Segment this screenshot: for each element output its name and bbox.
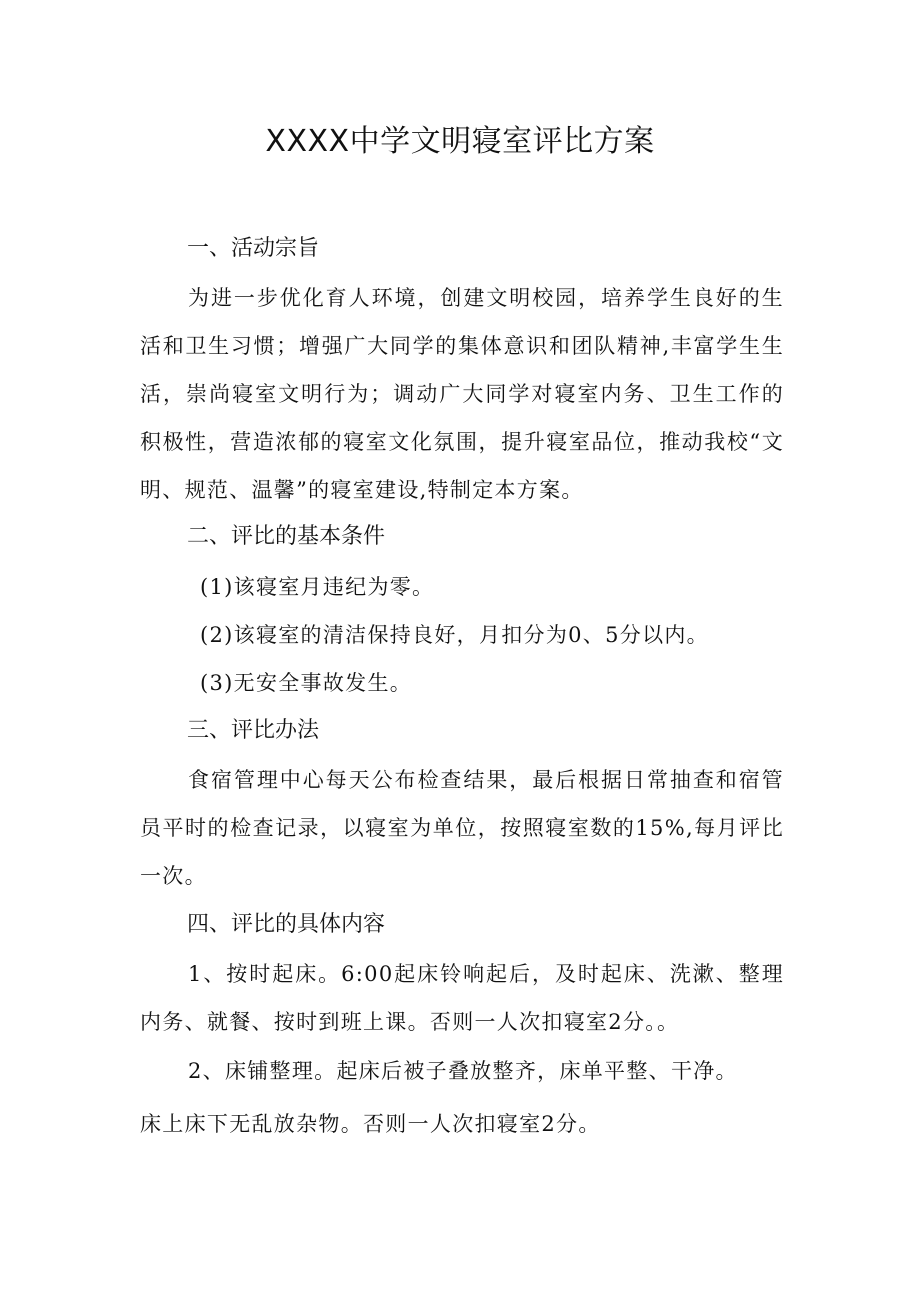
section-heading-method: 三、评比办法 [187, 718, 320, 743]
section-heading-content: 四、评比的具体内容 [187, 912, 386, 937]
document-title: XXXX中学文明寝室评比方案 [265, 124, 655, 159]
condition-item-2: (2)该寝室的清洁保持良好，月扣分为0、5分以内。 [200, 623, 709, 647]
content-item-1: 1、按时起床。6:00起床铃响起后，及时起床、洗漱、整理内务、就餐、按时到班上课。否则一人次扣寝室2分。。 [140, 962, 784, 1034]
section-paragraph-method: 食宿管理中心每天公布检查结果，最后根据日常抽查和宿管员平时的检查记录，以寝室为单位，按照寝室数的15%,每月评比一次。 [140, 768, 784, 888]
content-item-2-line-2: 床上床下无乱放杂物。否则一人次扣寝室2分。 [140, 1112, 601, 1136]
condition-item-3: (3)无安全事故发生。 [200, 671, 413, 695]
condition-item-1: (1)该寝室月违纪为零。 [200, 575, 435, 599]
section-heading-purpose: 一、活动宗旨 [187, 236, 320, 261]
section-heading-conditions: 二、评比的基本条件 [187, 524, 386, 549]
section-paragraph-purpose: 为进一步优化育人环境，创建文明校园，培养学生良好的生活和卫生习惯；增强广大同学的集体意识和团队精神,丰富学生生活，崇尚寝室文明行为；调动广大同学对寝室内务、卫生工作的积极性，营造浓郁的寝室文化氛围，提升寝室品位，推动我校“文明、规范、温馨”的寝室建设,特制定本方案。 [140, 286, 784, 502]
content-item-2-line-1: 2、床铺整理。起床后被子叠放整齐，床单平整、干净。 [188, 1059, 738, 1083]
